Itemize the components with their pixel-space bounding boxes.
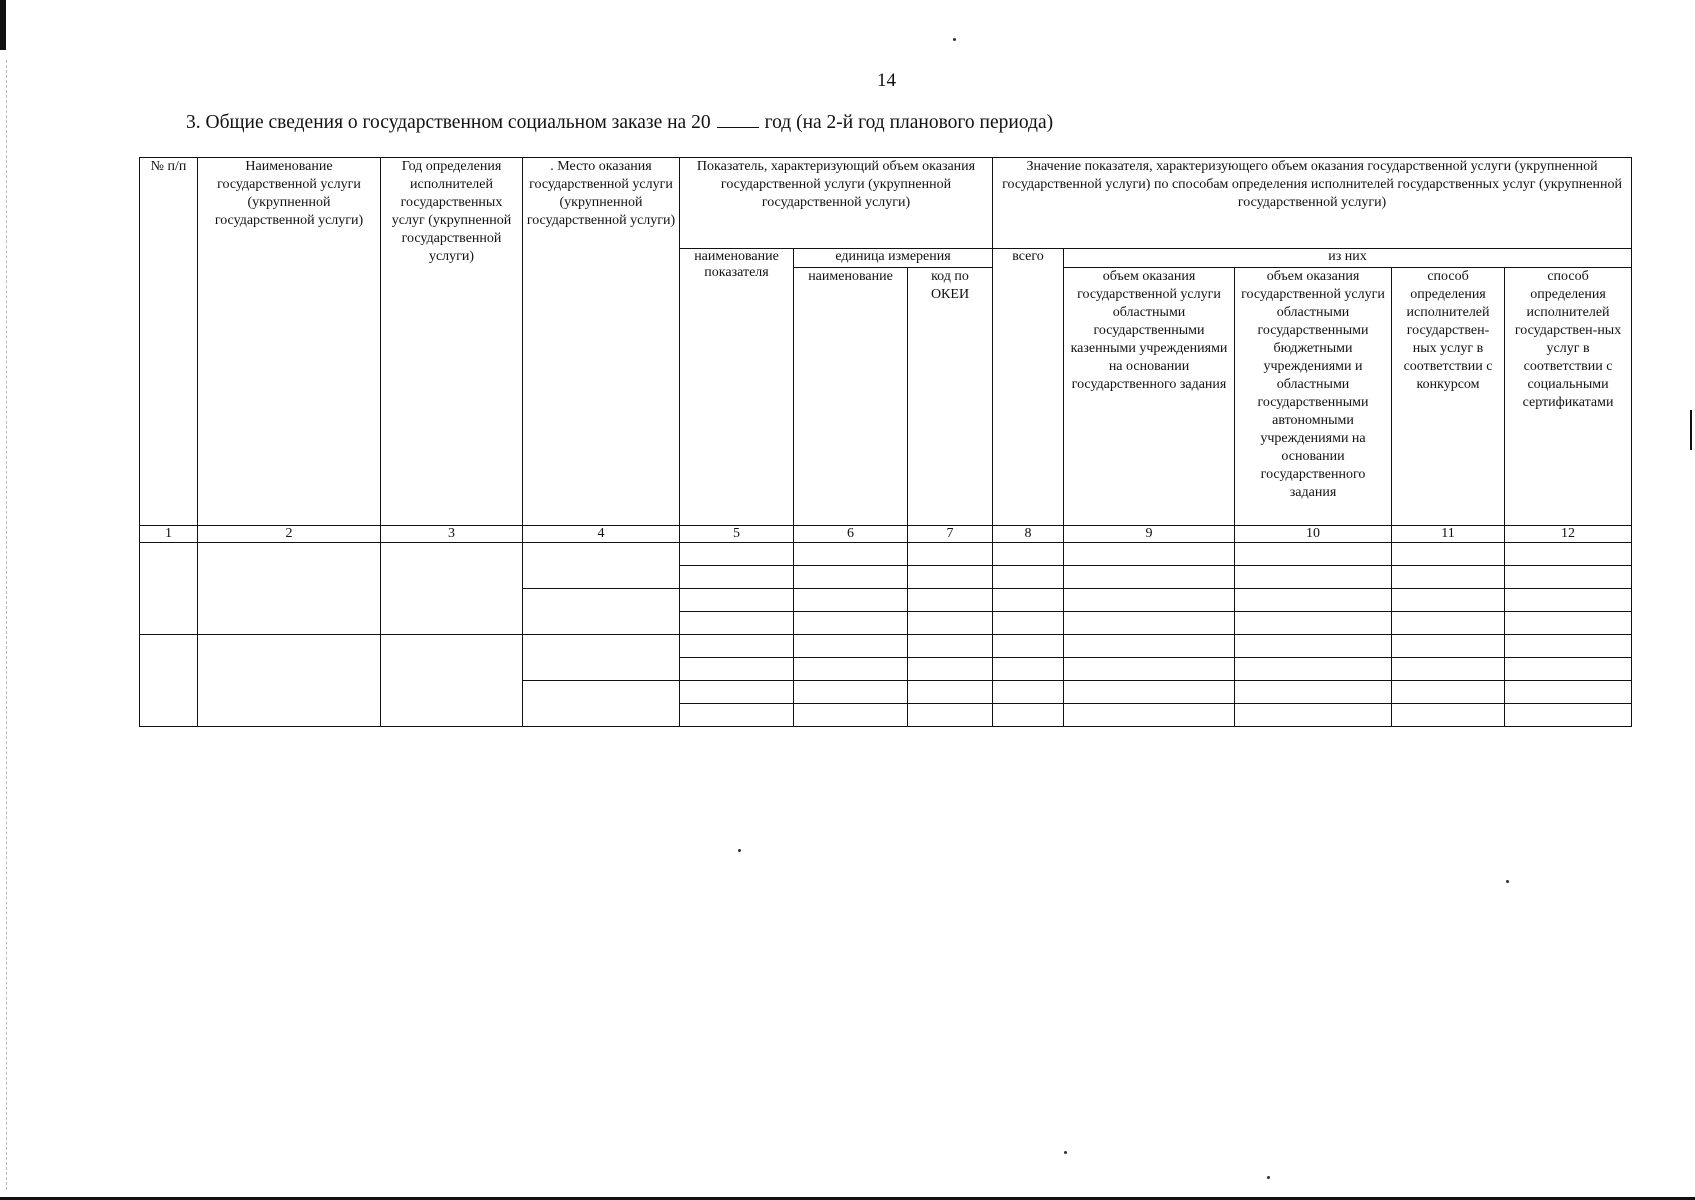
empty-cell[interactable] <box>1064 612 1235 635</box>
scan-speck <box>953 38 956 41</box>
column-number: 4 <box>523 526 680 543</box>
scan-edge-line <box>6 60 7 1190</box>
empty-cell[interactable] <box>794 635 908 658</box>
empty-cell[interactable] <box>680 543 794 566</box>
empty-cell[interactable] <box>1064 635 1235 658</box>
column-number: 2 <box>198 526 381 543</box>
empty-cell[interactable] <box>1235 704 1392 727</box>
empty-cell[interactable] <box>993 543 1064 566</box>
header-cell-certificate-method: способ определения исполнителей государствен-ных услуг в соответствии с социальными сертификатами <box>1505 268 1632 526</box>
header-cell-year: Год определения исполнителей государственных услуг (укрупненной государственной услуги) <box>381 158 523 526</box>
column-number: 10 <box>1235 526 1392 543</box>
empty-cell[interactable] <box>198 543 381 635</box>
year-blank-field <box>717 126 759 128</box>
section-heading <box>186 112 1053 134</box>
header-cell-state-institutions-volume: объем оказания государственной услуги областными государственными казенными учреждениями на основании государственного задания <box>1064 268 1235 526</box>
column-number: 5 <box>680 526 794 543</box>
empty-cell[interactable] <box>1505 543 1632 566</box>
empty-cell[interactable] <box>1064 681 1235 704</box>
empty-cell[interactable] <box>1392 704 1505 727</box>
empty-cell[interactable] <box>1235 658 1392 681</box>
empty-cell[interactable] <box>523 635 680 681</box>
column-number: 6 <box>794 526 908 543</box>
empty-cell[interactable] <box>908 589 993 612</box>
empty-cell[interactable] <box>1064 658 1235 681</box>
header-cell-number: № п/п <box>140 158 198 526</box>
empty-cell[interactable] <box>140 543 198 635</box>
column-number: 8 <box>993 526 1064 543</box>
empty-cell[interactable] <box>1392 635 1505 658</box>
header-cell-place: . Место оказания государственной услуги (укрупненной государственной услуги) <box>523 158 680 526</box>
scan-speck <box>738 849 741 852</box>
empty-cell[interactable] <box>680 612 794 635</box>
scan-edge-mark <box>0 0 6 50</box>
empty-cell[interactable] <box>198 635 381 727</box>
page-number: 14 <box>877 70 896 91</box>
empty-cell[interactable] <box>908 543 993 566</box>
empty-cell[interactable] <box>1235 635 1392 658</box>
empty-cell[interactable] <box>1392 612 1505 635</box>
empty-cell[interactable] <box>1064 704 1235 727</box>
empty-cell[interactable] <box>993 658 1064 681</box>
scan-speck <box>1064 1151 1067 1154</box>
empty-cell[interactable] <box>1235 612 1392 635</box>
header-cell-budget-institutions-volume: объем оказания государственной услуги областными государственными бюджетными учреждениями и областными государственными автономными учреждениями на основании государственного задания <box>1235 268 1392 526</box>
header-cell-okei-code: код по ОКЕИ <box>908 268 993 526</box>
column-number: 1 <box>140 526 198 543</box>
empty-cell[interactable] <box>1505 658 1632 681</box>
empty-cell[interactable] <box>680 704 794 727</box>
empty-cell[interactable] <box>794 704 908 727</box>
empty-cell[interactable] <box>1235 589 1392 612</box>
heading-text-start: 3. Общие сведения о государственном социальном заказе на 20 <box>186 112 711 133</box>
header-cell-contest-method: способ определения исполнителей государствен-ных услуг в соответствии с конкурсом <box>1392 268 1505 526</box>
empty-cell[interactable] <box>381 543 523 635</box>
header-cell-service-name: Наименование государственной услуги (укрупненной государственной услуги) <box>198 158 381 526</box>
empty-cell[interactable] <box>794 658 908 681</box>
header-cell-indicator-name: наименование показателя <box>680 249 794 526</box>
header-cell-unit-group: единица измерения <box>794 249 993 268</box>
empty-cell[interactable] <box>794 543 908 566</box>
header-cell-unit-name: наименование <box>794 268 908 526</box>
empty-cell[interactable] <box>680 566 794 589</box>
header-cell-of-them: из них <box>1064 249 1632 268</box>
empty-cell[interactable] <box>1064 566 1235 589</box>
table-row <box>140 635 1632 658</box>
empty-cell[interactable] <box>1392 566 1505 589</box>
header-cell-total: всего <box>993 249 1064 526</box>
empty-cell[interactable] <box>1505 612 1632 635</box>
empty-cell[interactable] <box>1505 589 1632 612</box>
empty-cell[interactable] <box>1505 681 1632 704</box>
empty-cell[interactable] <box>680 589 794 612</box>
empty-cell[interactable] <box>1505 566 1632 589</box>
empty-cell[interactable] <box>381 635 523 727</box>
empty-cell[interactable] <box>993 681 1064 704</box>
empty-cell[interactable] <box>523 589 680 635</box>
social-order-table <box>139 157 1632 727</box>
empty-cell[interactable] <box>1235 543 1392 566</box>
scan-speck <box>1267 1176 1270 1179</box>
column-number: 3 <box>381 526 523 543</box>
empty-cell[interactable] <box>1392 543 1505 566</box>
column-number: 12 <box>1505 526 1632 543</box>
empty-cell[interactable] <box>908 566 993 589</box>
header-cell-value-group: Значение показателя, характеризующего объем оказания государственной услуги (укрупненной государственной услуги) по способам определения исполнителей государственных услуг (укрупненной государственной услуги) <box>993 158 1632 249</box>
empty-cell[interactable] <box>1064 589 1235 612</box>
empty-cell[interactable] <box>680 635 794 658</box>
empty-cell[interactable] <box>794 681 908 704</box>
empty-cell[interactable] <box>1392 589 1505 612</box>
empty-cell[interactable] <box>993 612 1064 635</box>
heading-text-end: год (на 2-й год планового периода) <box>764 112 1054 133</box>
empty-cell[interactable] <box>1505 635 1632 658</box>
empty-cell[interactable] <box>1505 704 1632 727</box>
empty-cell[interactable] <box>908 681 993 704</box>
empty-cell[interactable] <box>140 635 198 727</box>
empty-cell[interactable] <box>908 704 993 727</box>
empty-cell[interactable] <box>1064 543 1235 566</box>
empty-cell[interactable] <box>993 704 1064 727</box>
empty-cell[interactable] <box>523 681 680 727</box>
empty-cell[interactable] <box>523 543 680 589</box>
empty-cell[interactable] <box>794 589 908 612</box>
table-row <box>140 543 1632 566</box>
empty-cell[interactable] <box>993 589 1064 612</box>
empty-cell[interactable] <box>794 612 908 635</box>
empty-cell[interactable] <box>993 566 1064 589</box>
column-number: 9 <box>1064 526 1235 543</box>
header-cell-indicator-group: Показатель, характеризующий объем оказания государственной услуги (укрупненной государственной услуги) <box>680 158 993 249</box>
empty-cell[interactable] <box>1235 566 1392 589</box>
empty-cell[interactable] <box>1392 658 1505 681</box>
empty-cell[interactable] <box>908 658 993 681</box>
scan-speck <box>1506 880 1509 883</box>
empty-cell[interactable] <box>908 612 993 635</box>
empty-cell[interactable] <box>680 658 794 681</box>
empty-cell[interactable] <box>993 635 1064 658</box>
column-number: 7 <box>908 526 993 543</box>
empty-cell[interactable] <box>794 566 908 589</box>
column-number: 11 <box>1392 526 1505 543</box>
column-number-row <box>140 526 1632 543</box>
header-row <box>140 158 1632 249</box>
scan-edge-mark-right <box>1690 410 1692 450</box>
empty-cell[interactable] <box>908 635 993 658</box>
empty-cell[interactable] <box>1235 681 1392 704</box>
empty-cell[interactable] <box>680 681 794 704</box>
empty-cell[interactable] <box>1392 681 1505 704</box>
